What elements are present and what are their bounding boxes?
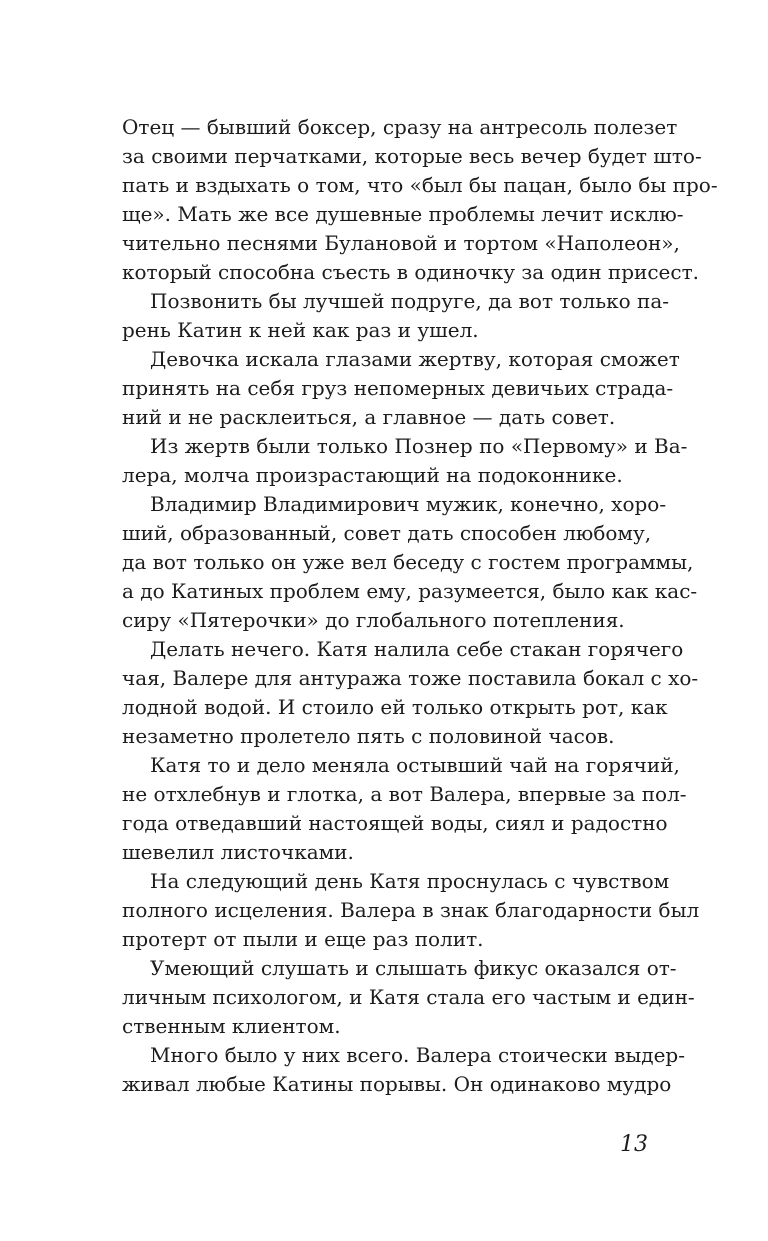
text-line: ственным клиентом. [122,1014,341,1038]
paragraph [122,751,687,867]
text-line: чая, Валере для антуража тоже поставила бокал с хо- [122,666,699,690]
text-line: Делать нечего. Катя налила себе стакан горячего [150,637,684,661]
body-text [122,113,718,1099]
text-line: а до Катиных проблем ему, разумеется, было как кас- [122,579,698,603]
text-line: протерт от пыли и еще раз полит. [122,927,484,951]
text-line: Владимир Владимирович мужик, конечно, хоро- [150,492,667,516]
text-line: незаметно пролетело пять с половиной часов. [122,724,615,748]
paragraph [122,490,698,635]
paragraph [122,345,680,432]
text-line: года отведавший настоящей воды, сиял и радостно [122,811,668,835]
paragraph [122,867,700,954]
text-line: Позвонить бы лучшей подруге, да вот только па- [150,289,670,313]
text-line: личным психологом, и Катя стала его частым и един- [122,985,695,1009]
text-line: Отец — бывший боксер, сразу на антресоль полезет [122,115,678,139]
text-line: ший, образованный, совет дать способен любому, [122,521,652,545]
paragraph [122,113,718,287]
text-line: рень Катин к ней как раз и ушел. [122,318,479,342]
paragraph [122,432,688,490]
text-line: шевелил листочками. [122,840,354,864]
paragraph [122,1041,685,1099]
paragraph [122,635,699,751]
text-line: за своими перчатками, которые весь вечер будет што- [122,144,702,168]
text-line: На следующий день Катя проснулась с чувством [150,869,670,893]
text-line: не отхлебнув и глотка, а вот Валера, впервые за пол- [122,782,687,806]
text-line: пать и вздыхать о том, что «был бы пацан, было бы про- [122,173,718,197]
text-line: Умеющий слушать и слышать фикус оказался от- [150,956,677,980]
text-line: чительно песнями Булановой и тортом «Наполеон», [122,231,680,255]
text-line: Из жертв были только Познер по «Первому» и Ва- [150,434,688,458]
text-line: лера, молча произрастающий на подоконнике. [122,463,623,487]
text-line: лодной водой. И стоило ей только открыть рот, как [122,695,668,719]
text-line: который способна съесть в одиночку за один присест. [122,260,700,284]
text-line: полного исцеления. Валера в знак благодарности был [122,898,700,922]
text-line: принять на себя груз непомерных девичьих страда- [122,376,674,400]
text-line: ще». Мать же все душевные проблемы лечит исклю- [122,202,684,226]
text-line: да вот только он уже вел беседу с гостем программы, [122,550,694,574]
text-line: сиру «Пятерочки» до глобального потепления. [122,608,625,632]
text-line: Много было у них всего. Валера стоически выдер- [150,1043,685,1067]
text-line: Катя то и дело меняла остывший чай на горячий, [150,753,680,777]
text-line: ний и не расклеиться, а главное — дать совет. [122,405,616,429]
text-line: Девочка искала глазами жертву, которая сможет [150,347,680,371]
text-line: живал любые Катины порывы. Он одинаково мудро [122,1072,672,1096]
paragraph [122,287,670,345]
paragraph [122,954,695,1041]
page-number: 13 [620,1132,648,1157]
